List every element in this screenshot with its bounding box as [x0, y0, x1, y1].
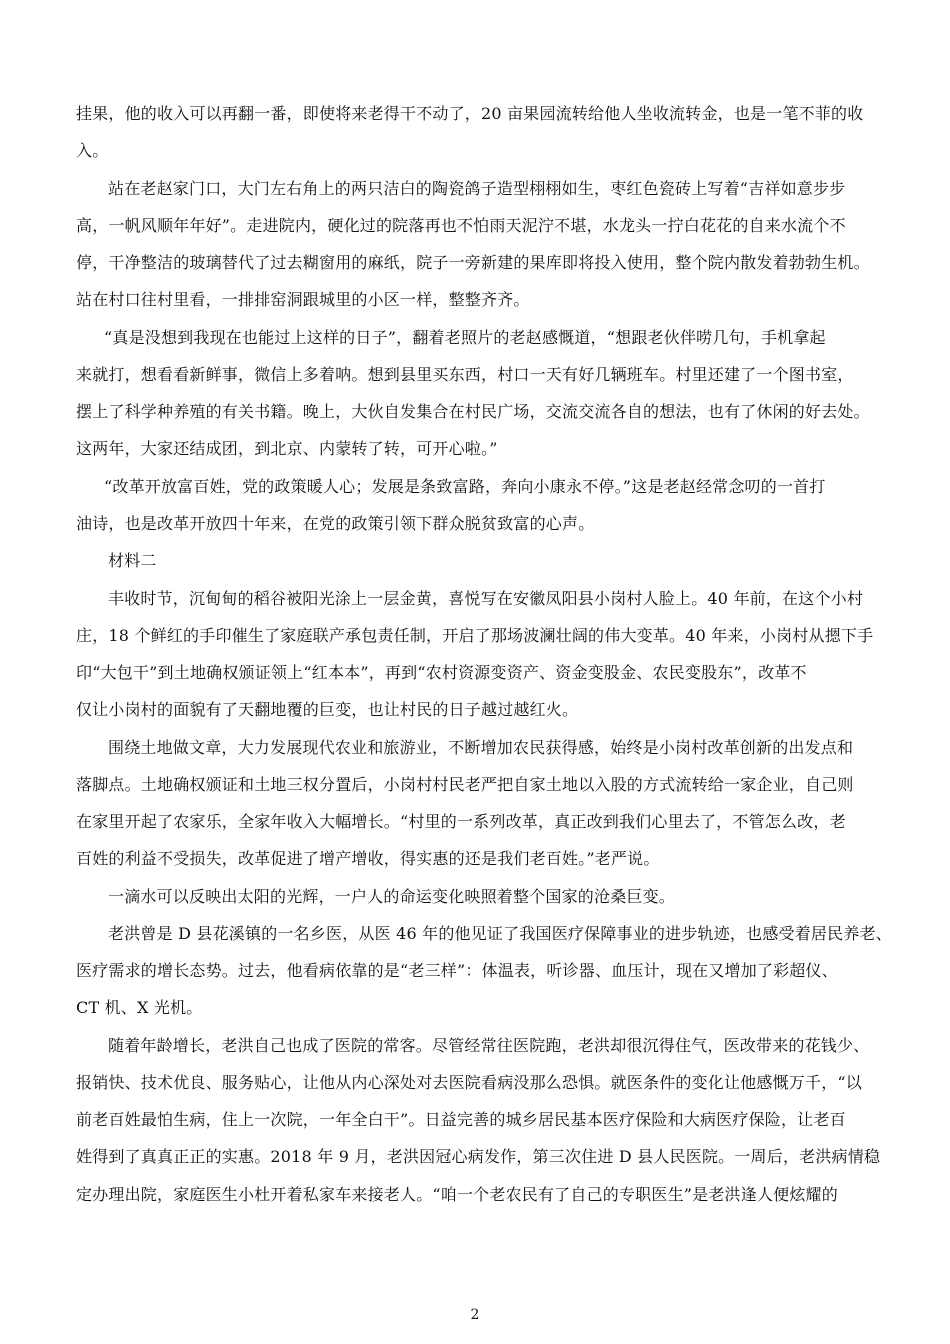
- text-line: 这两年，大家还结成团，到北京、内蒙转了转，可开心啦。”: [76, 439, 498, 458]
- text-line: “真是没想到我现在也能过上这样的日子”，翻着老照片的老赵感慨道，“想跟老伙伴唠几句，手机拿起: [104, 328, 826, 347]
- text-line: “改革开放富百姓，党的政策暖人心；发展是条致富路，奔向小康永不停。”这是老赵经常念叨的一首打: [104, 477, 826, 496]
- text-line: 摆上了科学种养殖的有关书籍。晚上，大伙自发集合在村民广场，交流交流各自的想法，也有了休闲的好去处。: [76, 402, 870, 421]
- text-line: 在家里开起了农家乐，全家年收入大幅增长。“村里的一系列改革，真正改到我们心里去了，不管怎么改，老: [76, 812, 846, 831]
- page-number: 2: [470, 1307, 480, 1323]
- text-line: 医疗需求的增长态势。过去，他看病依靠的是“老三样”：体温表，听诊器、血压计，现在又增加了彩超仪、: [76, 961, 838, 980]
- text-line: 油诗，也是改革开放四十年来，在党的政策引领下群众脱贫致富的心声。: [76, 514, 595, 533]
- text-line: 丰收时节，沉甸甸的稻谷被阳光涂上一层金黄，喜悦写在安徽凤阳县小岗村人脸上。40 年前，在这个小村: [108, 589, 864, 608]
- text-line: 高，一帆风顺年年好”。走进院内，硬化过的院落再也不怕雨天泥泞不堪，水龙头一拧白花花的自来水流个不: [76, 216, 846, 235]
- text-line: 百姓的利益不受损失，改革促进了增产增收，得实惠的还是我们老百姓。”老严说。: [76, 849, 660, 868]
- text-line: 停，干净整洁的玻璃替代了过去糊窗用的麻纸，院子一旁新建的果库即将投入使用，整个院内散发着勃勃生机。: [76, 253, 870, 272]
- text-line: 一滴水可以反映出太阳的光辉，一户人的命运变化映照着整个国家的沧桑巨变。: [108, 887, 676, 906]
- text-line: 站在村口往村里看，一排排窑洞跟城里的小区一样，整整齐齐。: [76, 290, 530, 309]
- text-line: 围绕土地做文章，大力发展现代农业和旅游业，不断增加农民获得感，始终是小岗村改革创新的出发点和: [108, 738, 854, 757]
- text-line: 姓得到了真真正正的实惠。2018 年 9 月，老洪因冠心病发作，第三次住进 D 县人民医院。一周后，老洪病情稳: [76, 1147, 881, 1166]
- text-line: 报销快、技术优良、服务贴心，让他从内心深处对去医院看病没那么恐惧。就医条件的变化让他感慨万千，“以: [76, 1073, 862, 1092]
- text-line: 入。: [76, 141, 109, 160]
- section-heading: 材料二: [108, 551, 157, 570]
- text-line: 仅让小岗村的面貌有了天翻地覆的巨变，也让村民的日子越过越红火。: [76, 700, 579, 719]
- text-line: 前老百姓最怕生病，住上一次院，一年全白干”。日益完善的城乡居民基本医疗保险和大病医疗保险，让老百: [76, 1110, 846, 1129]
- text-line: 印“大包干”到土地确权颁证领上“红本本”，再到“农村资源变资产、资金变股金、农民变股东”，改革不: [76, 663, 807, 682]
- text-line: 随着年龄增长，老洪自己也成了医院的常客。尽管经常往医院跑，老洪却很沉得住气，医改带来的花钱少、: [108, 1036, 870, 1055]
- text-line: 定办理出院，家庭医生小杜开着私家车来接老人。“咱一个老农民有了自己的专职医生”是老洪逢人便炫耀的: [76, 1185, 838, 1204]
- text-line: CT 机、X 光机。: [76, 998, 203, 1017]
- text-line: 落脚点。土地确权颁证和土地三权分置后，小岗村村民老严把自家土地以入股的方式流转给一家企业，自己则: [76, 775, 854, 794]
- text-line: 挂果，他的收入可以再翻一番，即使将来老得干不动了，20 亩果园流转给他人坐收流转金，也是一笔不菲的收: [76, 104, 864, 123]
- text-line: 站在老赵家门口，大门左右角上的两只洁白的陶瓷鸽子造型栩栩如生，枣红色瓷砖上写着“吉祥如意步步: [108, 179, 846, 198]
- text-line: 庄，18 个鲜红的手印催生了家庭联产承包责任制，开启了那场波澜壮阔的伟大变革。40 年来，小岗村从摁下手: [76, 626, 874, 645]
- text-line: 来就打，想看看新鲜事，微信上多着呐。想到县里买东西，村口一天有好几辆班车。村里还建了一个图书室，: [76, 365, 854, 384]
- text-line: 老洪曾是 D 县花溪镇的一名乡医，从医 46 年的他见证了我国医疗保障事业的进步轨迹，也感受着居民养老、: [108, 924, 892, 943]
